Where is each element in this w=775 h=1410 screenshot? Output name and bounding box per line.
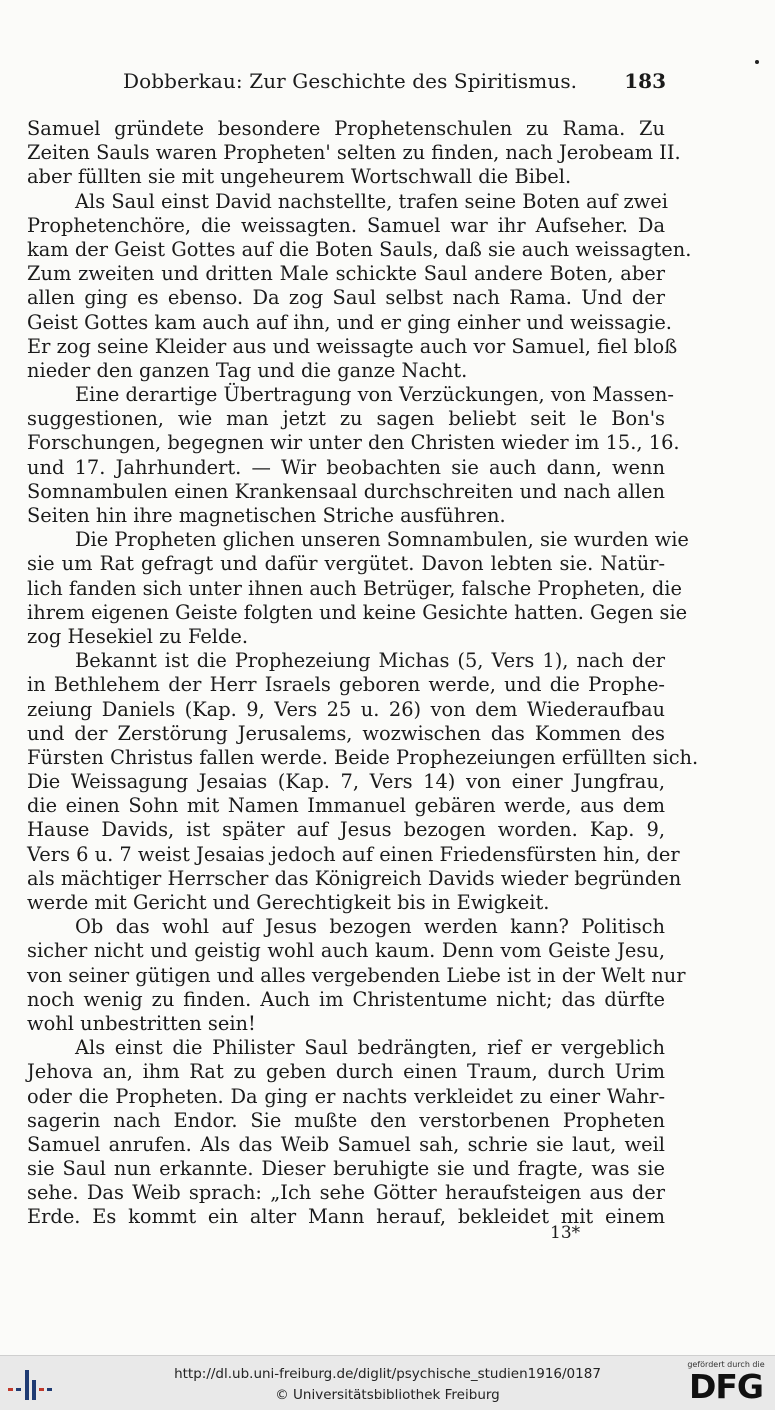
text-line: nieder den ganzen Tag und die ganze Nacht.	[27, 358, 468, 382]
text-line: suggestionen, wie man jetzt zu sagen beliebt seit le Bon's	[27, 407, 665, 431]
text-line: noch wenig zu finden. Auch im Christentume nicht; das dürfte	[27, 987, 665, 1011]
paragraph	[27, 117, 681, 190]
text-line: Die Propheten glichen unseren Somnambulen, sie wurden wie	[75, 528, 689, 552]
text-line: Zeiten Sauls waren Propheten' selten zu finden, nach Jerobeam II.	[27, 141, 681, 165]
text-line: Die Weissagung Jesaias (Kap. 7, Vers 14) von einer Jungfrau,	[27, 770, 665, 794]
paragraph	[27, 1036, 665, 1230]
text-line: als mächtiger Herrscher das Königreich Davids wieder begründen	[27, 866, 682, 890]
text-line: ihrem eigenen Geiste folgten und keine Gesichte hatten. Gegen sie	[27, 600, 688, 624]
dfg-wordmark: DFG	[688, 1367, 764, 1406]
text-line: Vers 6 u. 7 weist Jesaias jedoch auf einen Friedensfürsten hin, der	[27, 842, 680, 866]
text-line: aber füllten sie mit ungeheurem Wortschwall die Bibel.	[27, 165, 572, 189]
header-title: Dobberkau: Zur Geschichte des Spiritismus.	[123, 69, 578, 93]
text-line: die einen Sohn mit Namen Immanuel gebären werde, aus dem	[27, 794, 665, 818]
paragraph	[27, 383, 680, 528]
dfg-logo	[684, 1360, 768, 1406]
text-line: Prophetenchöre, die weissagten. Samuel war ihr Aufseher. Da	[27, 213, 665, 237]
text-line: sie Saul nun erkannte. Dieser beruhigte sie und fragte, was sie	[27, 1157, 665, 1181]
paragraph	[27, 189, 692, 384]
text-line: wohl unbestritten sein!	[27, 1011, 256, 1035]
text-line: oder die Propheten. Da ging er nachts verkleidet zu einer Wahr-	[27, 1084, 665, 1108]
text-line: Erde. Es kommt ein alter Mann herauf, bekleidet mit einem	[27, 1205, 665, 1229]
text-line: kam der Geist Gottes auf die Boten Sauls, daß sie auch weissagten.	[27, 237, 692, 261]
text-line: Zum zweiten und dritten Male schickte Saul andere Boten, aber	[27, 262, 665, 286]
viewer-footer	[0, 1355, 775, 1410]
text-line: Als einst die Philister Saul bedrängten, rief er vergeblich	[75, 1036, 665, 1060]
paragraph	[27, 915, 686, 1036]
text-line: sagerin nach Endor. Sie mußte den verstorbenen Propheten	[27, 1108, 665, 1132]
text-line: sehe. Das Weib sprach: „Ich sehe Götter heraufsteigen aus der	[27, 1181, 665, 1205]
text-line: sie um Rat gefragt und dafür vergütet. Davon lebten sie. Natür-	[27, 552, 665, 576]
specks	[755, 60, 759, 64]
text-line: Als Saul einst David nachstellte, trafen seine Boten auf zwei	[75, 189, 668, 213]
text-line: Jehova an, ihm Rat zu geben durch einen Traum, durch Urim	[27, 1060, 665, 1084]
text-line: allen ging es ebenso. Da zog Saul selbst nach Rama. Und der	[27, 286, 665, 310]
text-line: Hause Davids, ist später auf Jesus bezogen worden. Kap. 9,	[27, 818, 665, 842]
text-line: und der Zerstörung Jerusalems, wozwischen das Kommen des	[27, 721, 665, 745]
text-line: Eine derartige Übertragung von Verzückungen, von Massen-	[75, 383, 674, 407]
body-text	[27, 117, 699, 1230]
text-line: Geist Gottes kam auch auf ihn, und er ging einher und weissagie.	[27, 310, 672, 334]
text-line: lich fanden sich unter ihnen auch Betrüger, falsche Propheten, die	[27, 576, 682, 600]
text-line: von seiner gütigen und alles vergebenden Liebe ist in der Welt nur	[27, 963, 686, 987]
paragraph	[27, 528, 689, 649]
text-line: werde mit Gericht und Gerechtigkeit bis in Ewigkeit.	[27, 891, 550, 914]
text-line: sicher nicht und geistig wohl auch kaum. Denn vom Geiste Jesu,	[27, 939, 665, 963]
copyright-notice: © Universitätsbibliothek Freiburg	[275, 1387, 500, 1403]
text-line: Fürsten Christus fallen werde. Beide Prophezeiungen erfüllten sich.	[27, 745, 699, 769]
document-url[interactable]: http://dl.ub.uni-freiburg.de/diglit/psychische_studien1916/0187	[174, 1366, 601, 1382]
text-line: Seiten hin ihre magnetischen Striche ausführen.	[27, 504, 506, 527]
text-line: in Bethlehem der Herr Israels geboren werde, und die Prophe-	[27, 673, 665, 697]
text-line: Samuel gründete besondere Prophetenschulen zu Rama. Zu	[27, 117, 665, 140]
signature-mark: 13*	[550, 1223, 581, 1243]
text-line: Er zog seine Kleider aus und weissagte auch vor Samuel, fiel bloß	[27, 334, 678, 358]
text-line: zeiung Daniels (Kap. 9, Vers 25 u. 26) von dem Wiederaufbau	[27, 697, 665, 721]
text-line: zog Hesekiel zu Felde.	[27, 624, 249, 648]
dfg-caption: gefördert durch die	[687, 1360, 765, 1369]
text-line: Ob das wohl auf Jesus bezogen werden kann? Politisch	[75, 915, 665, 939]
text-line: Samuel anrufen. Als das Weib Samuel sah, schrie sie laut, weil	[27, 1132, 665, 1156]
text-line: Somnambulen einen Krankensaal durchschreiten und nach allen	[27, 479, 665, 503]
text-line: und 17. Jahrhundert. — Wir beobachten sie auch dann, wenn	[27, 455, 665, 479]
paragraph	[27, 649, 699, 915]
page-number: 183	[624, 69, 666, 93]
text-line: Bekannt ist die Prophezeiung Michas (5, Vers 1), nach der	[75, 649, 665, 673]
text-line: Forschungen, begegnen wir unter den Christen wieder im 15., 16.	[27, 431, 680, 455]
